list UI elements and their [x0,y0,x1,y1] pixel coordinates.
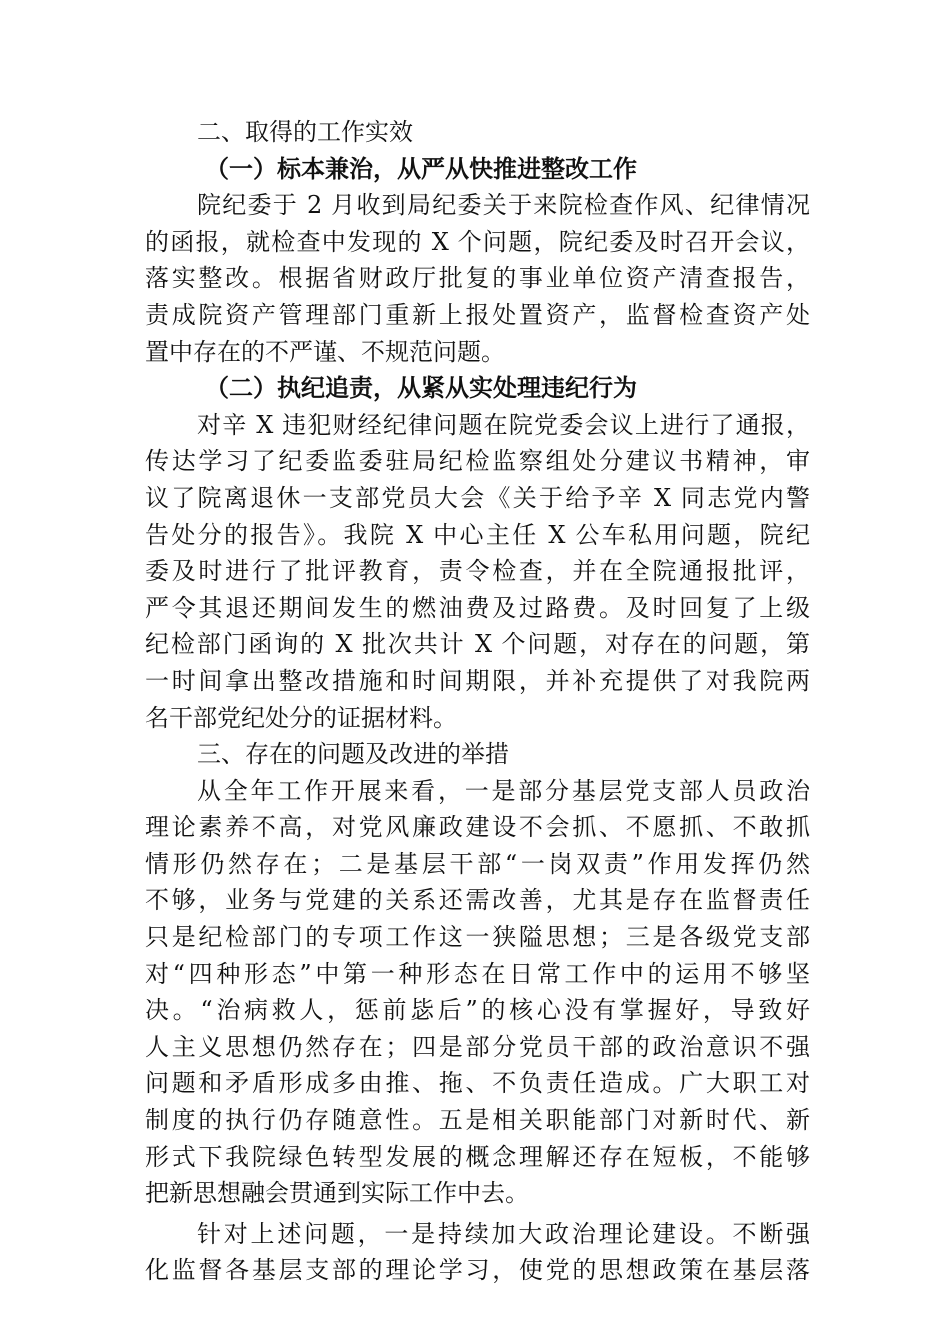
paragraph-line: 置中存在的不严谨、不规范问题。 [145,337,505,366]
paragraph-line: 名干部党纪处分的证据材料。 [145,703,457,732]
paragraph-line: 针对上述问题，一是持续加大政治理论建设。不断强 [197,1219,810,1248]
paragraph-line: 只是纪检部门的专项工作这一狭隘思想；三是各级党支部 [145,923,810,952]
paragraph-line: 严令其退还期间发生的燃油费及过路费。及时回复了上级 [145,593,810,622]
paragraph-line: 问题和矛盾形成多由推、拖、不负责任造成。广大职工对 [145,1069,810,1098]
paragraph-line: 对辛 X 违犯财经纪律问题在院党委会议上进行了通报， [197,410,810,439]
paragraph-line: 传达学习了纪委监委驻局纪检监察组处分建议书精神，审 [145,447,810,476]
subsection-heading-1: （一）标本兼治，从严从快推进整改工作 [205,153,637,183]
section-heading-2: 二、取得的工作实效 [197,118,413,146]
paragraph-line: 的函报，就检查中发现的 X 个问题，院纪委及时召开会议， [145,227,810,256]
paragraph-line: 一时间拿出整改措施和时间期限，并补充提供了对我院两 [145,666,810,695]
paragraph-line: 情形仍然存在；二是基层干部“一岗双责”作用发挥仍然 [145,849,810,878]
paragraph-line: 责成院资产管理部门重新上报处置资产，监督检查资产处 [145,300,810,329]
section-heading-3: 三、存在的问题及改进的举措 [197,740,509,769]
paragraph-line: 把新思想融会贯通到实际工作中去。 [145,1179,529,1208]
paragraph-line: 院纪委于 2 月收到局纪委关于来院检查作风、纪律情况 [197,191,810,220]
paragraph-line: 人主义思想仍然存在；四是部分党员干部的政治意识不强 [145,1032,810,1061]
paragraph-line: 议了院离退休一支部党员大会《关于给予辛 X 同志党内警 [145,483,810,512]
paragraph-line: 制度的执行仍存随意性。五是相关职能部门对新时代、新 [145,1106,810,1135]
subsection-heading-2: （二）执纪追责，从紧从实处理违纪行为 [205,373,637,403]
paragraph-line: 委及时进行了批评教育，责令检查，并在全院通报批评， [145,557,810,586]
paragraph-line: 从全年工作开展来看，一是部分基层党支部人员政治 [197,776,810,805]
paragraph-line: 形式下我院绿色转型发展的概念理解还存在短板，不能够 [145,1142,810,1171]
paragraph-line: 化监督各基层支部的理论学习，使党的思想政策在基层落 [145,1256,810,1285]
paragraph-line: 理论素养不高，对党风廉政建设不会抓、不愿抓、不敢抓 [145,813,810,842]
paragraph-line: 落实整改。根据省财政厅批复的事业单位资产清查报告， [145,264,810,293]
paragraph-line: 对“四种形态”中第一种形态在日常工作中的运用不够坚 [145,959,810,988]
paragraph-line: 纪检部门函询的 X 批次共计 X 个问题，对存在的问题，第 [145,630,810,659]
paragraph-line: 告处分的报告》。我院 X 中心主任 X 公车私用问题，院纪 [145,520,810,549]
paragraph-line: 不够，业务与党建的关系还需改善，尤其是存在监督责任 [145,886,810,915]
document-body [145,114,810,1289]
paragraph-line: 决。“治病救人，惩前毖后”的核心没有掌握好，导致好 [145,996,810,1025]
